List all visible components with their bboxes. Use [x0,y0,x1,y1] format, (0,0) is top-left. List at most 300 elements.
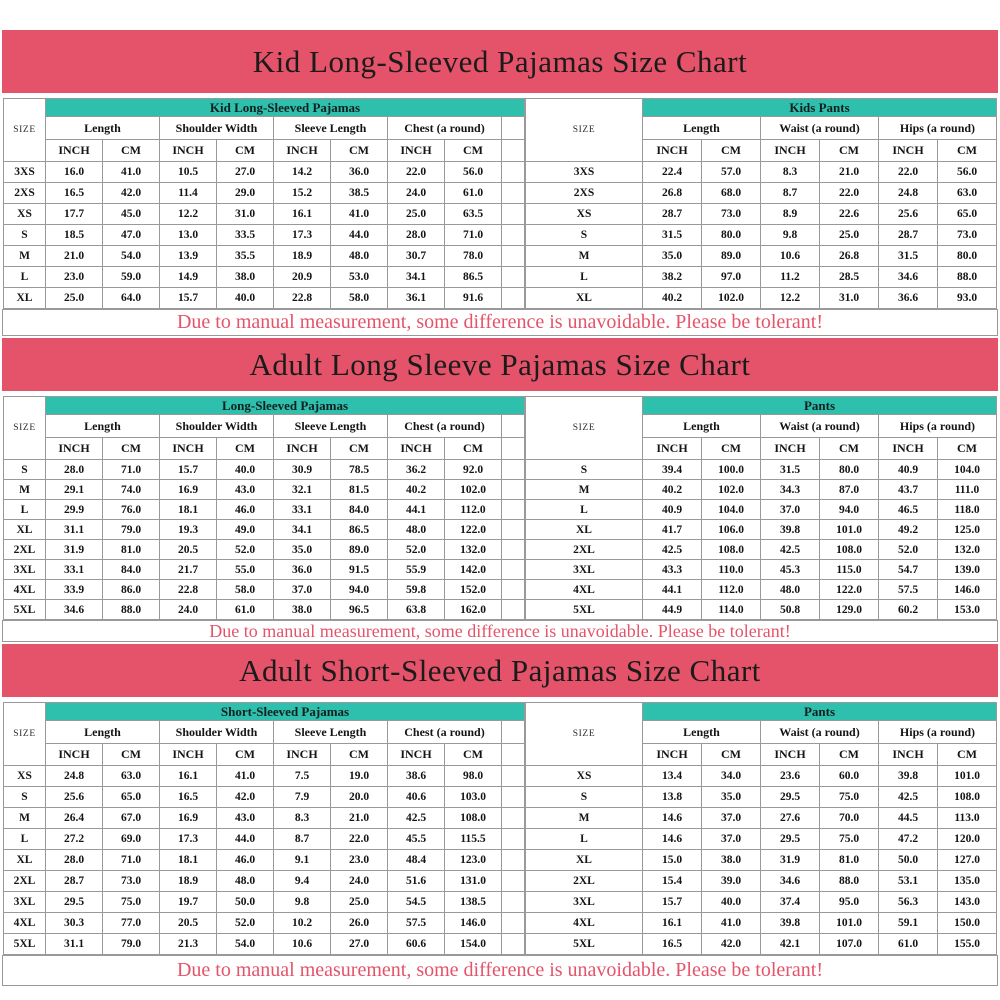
adult-long-sleeve-section [0,338,1000,642]
table-row [526,500,997,520]
measure-header-row [4,721,525,744]
value-cell: 33.1 [46,560,103,580]
value-cell: 20.5 [160,540,217,560]
value-cell: 31.1 [46,520,103,540]
value-cell: 19.3 [160,520,217,540]
value-cell: 50.8 [761,600,820,620]
spacer-cell [502,787,525,808]
value-cell: 122.0 [820,580,879,600]
measure-header: Length [46,415,160,438]
value-cell: 44.0 [331,225,388,246]
value-cell: 59.0 [103,267,160,288]
value-cell: 16.0 [46,162,103,183]
value-cell: 54.5 [388,892,445,913]
measure-header: Sleeve Length [274,721,388,744]
spacer-cell [502,871,525,892]
value-cell: 44.5 [879,808,938,829]
table-row [4,580,525,600]
value-cell: 61.0 [879,934,938,955]
value-cell: 21.7 [160,560,217,580]
inch-unit-header: INCH [879,140,938,162]
value-cell: 122.0 [445,520,502,540]
cm-unit-header: CM [702,438,761,460]
value-cell: 61.0 [217,600,274,620]
table-row [526,162,997,183]
inch-unit-header: INCH [879,438,938,460]
value-cell: 162.0 [445,600,502,620]
top-margin [0,0,1000,30]
value-cell: 38.0 [702,850,761,871]
value-cell: 15.2 [274,183,331,204]
spacer-cell [502,850,525,871]
value-cell: 81.0 [820,850,879,871]
value-cell: 81.0 [103,540,160,560]
size-cell: 2XS [4,183,46,204]
spacer-cell [502,204,525,225]
table-group-header: Kid Long-Sleeved Pajamas [46,99,525,117]
value-cell: 58.0 [217,580,274,600]
value-cell: 112.0 [445,500,502,520]
value-cell: 41.0 [217,766,274,787]
value-cell: 41.0 [103,162,160,183]
size-cell: S [526,225,643,246]
table-group-header: Pants [643,397,997,415]
spacer-cell [502,934,525,955]
value-cell: 25.0 [820,225,879,246]
inch-unit-header: INCH [388,140,445,162]
value-cell: 91.5 [331,560,388,580]
size-cell: 5XL [526,600,643,620]
value-cell: 57.0 [702,162,761,183]
value-cell: 48.0 [217,871,274,892]
value-cell: 41.7 [643,520,702,540]
value-cell: 24.8 [46,766,103,787]
table-row [526,787,997,808]
value-cell: 33.9 [46,580,103,600]
size-cell: L [4,267,46,288]
size-column-header: SIZE [526,703,643,766]
size-cell: 5XL [526,934,643,955]
group-header-row [4,703,525,721]
tables-row [3,702,1000,955]
value-cell: 107.0 [820,934,879,955]
value-cell: 48.0 [761,580,820,600]
pants-size-table [525,702,997,955]
value-cell: 39.8 [761,520,820,540]
value-cell: 71.0 [445,225,502,246]
value-cell: 110.0 [702,560,761,580]
spacer-cell [502,225,525,246]
size-cell: 4XL [4,580,46,600]
measure-header: Shoulder Width [160,415,274,438]
value-cell: 42.5 [643,540,702,560]
unit-header-row [4,438,525,460]
value-cell: 22.0 [331,829,388,850]
value-cell: 24.0 [160,600,217,620]
measure-header-row [4,415,525,438]
value-cell: 31.5 [761,460,820,480]
size-cell: 2XL [4,871,46,892]
spacer-cell [502,438,525,460]
value-cell: 25.6 [46,787,103,808]
spacer-cell [502,183,525,204]
size-cell: M [4,480,46,500]
value-cell: 44.1 [388,500,445,520]
value-cell: 63.8 [388,600,445,620]
table-row [526,850,997,871]
inch-unit-header: INCH [160,438,217,460]
value-cell: 9.4 [274,871,331,892]
table-row [526,225,997,246]
value-cell: 34.1 [388,267,445,288]
inch-unit-header: INCH [274,744,331,766]
cm-unit-header: CM [820,744,879,766]
inch-unit-header: INCH [160,140,217,162]
inch-unit-header: INCH [643,438,702,460]
value-cell: 16.1 [643,913,702,934]
spacer-cell [502,246,525,267]
value-cell: 8.9 [761,204,820,225]
value-cell: 10.5 [160,162,217,183]
value-cell: 30.3 [46,913,103,934]
measure-header: Sleeve Length [274,117,388,140]
table-row [4,183,525,204]
value-cell: 40.2 [388,480,445,500]
value-cell: 16.9 [160,808,217,829]
value-cell: 9.1 [274,850,331,871]
size-cell: M [526,480,643,500]
value-cell: 31.1 [46,934,103,955]
value-cell: 54.0 [103,246,160,267]
table-row [4,808,525,829]
value-cell: 29.5 [46,892,103,913]
value-cell: 153.0 [938,600,997,620]
spacer-cell [502,913,525,934]
value-cell: 88.0 [103,600,160,620]
table-row [526,460,997,480]
value-cell: 22.6 [820,204,879,225]
value-cell: 94.0 [820,500,879,520]
table-row [526,913,997,934]
spacer-cell [502,808,525,829]
value-cell: 60.0 [820,766,879,787]
cm-unit-header: CM [445,140,502,162]
size-cell: 3XS [526,162,643,183]
spacer-cell [502,744,525,766]
inch-unit-header: INCH [160,744,217,766]
group-header-row [526,703,997,721]
table-row [4,288,525,309]
value-cell: 39.4 [643,460,702,480]
value-cell: 15.7 [160,288,217,309]
value-cell: 23.0 [331,850,388,871]
value-cell: 20.9 [274,267,331,288]
value-cell: 31.9 [761,850,820,871]
value-cell: 101.0 [820,520,879,540]
measure-header: Length [46,721,160,744]
value-cell: 143.0 [938,892,997,913]
size-cell: XS [4,204,46,225]
value-cell: 34.6 [761,871,820,892]
value-cell: 58.0 [331,288,388,309]
value-cell: 120.0 [938,829,997,850]
inch-unit-header: INCH [761,438,820,460]
size-cell: S [4,225,46,246]
value-cell: 86.0 [103,580,160,600]
inch-unit-header: INCH [643,140,702,162]
measure-header: Waist (a round) [761,721,879,744]
value-cell: 29.5 [761,829,820,850]
value-cell: 87.0 [820,480,879,500]
value-cell: 80.0 [820,460,879,480]
value-cell: 15.0 [643,850,702,871]
value-cell: 31.0 [820,288,879,309]
table-group-header: Pants [643,703,997,721]
value-cell: 26.4 [46,808,103,829]
value-cell: 146.0 [445,913,502,934]
section-title: Adult Short-Sleeved Pajamas Size Chart [239,652,761,688]
value-cell: 112.0 [702,580,761,600]
value-cell: 55.9 [388,560,445,580]
value-cell: 13.0 [160,225,217,246]
group-header-row [4,397,525,415]
value-cell: 42.5 [879,787,938,808]
measure-header: Shoulder Width [160,117,274,140]
value-cell: 108.0 [938,787,997,808]
value-cell: 7.5 [274,766,331,787]
value-cell: 35.0 [274,540,331,560]
value-cell: 86.5 [445,267,502,288]
spacer-cell [502,721,525,744]
table-row [4,829,525,850]
value-cell: 31.5 [643,225,702,246]
value-cell: 38.6 [388,766,445,787]
table-row [4,246,525,267]
value-cell: 42.0 [103,183,160,204]
value-cell: 26.8 [643,183,702,204]
value-cell: 150.0 [938,913,997,934]
size-cell: 5XL [4,600,46,620]
value-cell: 8.3 [761,162,820,183]
table-row [4,600,525,620]
size-column-header: SIZE [4,99,46,162]
value-cell: 52.0 [388,540,445,560]
value-cell: 22.8 [274,288,331,309]
value-cell: 73.0 [938,225,997,246]
value-cell: 108.0 [445,808,502,829]
value-cell: 100.0 [702,460,761,480]
size-cell: XS [526,766,643,787]
value-cell: 30.7 [388,246,445,267]
value-cell: 81.5 [331,480,388,500]
value-cell: 47.2 [879,829,938,850]
measurement-disclaimer: Due to manual measurement, some difference is unavoidable. Please be tolerant! [2,620,998,642]
spacer-cell [502,766,525,787]
value-cell: 16.5 [643,934,702,955]
value-cell: 15.7 [160,460,217,480]
value-cell: 108.0 [702,540,761,560]
size-cell: 3XS [4,162,46,183]
value-cell: 115.0 [820,560,879,580]
value-cell: 61.0 [445,183,502,204]
value-cell: 138.5 [445,892,502,913]
section-title-banner [2,30,998,93]
adult-short-sleeve-section [0,644,1000,986]
size-cell: XL [4,288,46,309]
value-cell: 52.0 [217,540,274,560]
value-cell: 35.0 [643,246,702,267]
value-cell: 102.0 [702,288,761,309]
table-row [526,540,997,560]
measure-header: Length [643,721,761,744]
measure-header: Length [46,117,160,140]
value-cell: 21.3 [160,934,217,955]
value-cell: 132.0 [938,540,997,560]
value-cell: 22.0 [879,162,938,183]
size-column-header: SIZE [526,397,643,460]
value-cell: 64.0 [103,288,160,309]
value-cell: 15.7 [643,892,702,913]
value-cell: 65.0 [103,787,160,808]
inch-unit-header: INCH [46,140,103,162]
value-cell: 8.7 [761,183,820,204]
size-cell: M [526,246,643,267]
value-cell: 38.0 [274,600,331,620]
value-cell: 75.0 [820,829,879,850]
value-cell: 92.0 [445,460,502,480]
value-cell: 18.9 [160,871,217,892]
value-cell: 98.0 [445,766,502,787]
value-cell: 28.7 [46,871,103,892]
value-cell: 34.0 [702,766,761,787]
inch-unit-header: INCH [643,744,702,766]
value-cell: 89.0 [702,246,761,267]
cm-unit-header: CM [103,438,160,460]
value-cell: 52.0 [217,913,274,934]
value-cell: 37.0 [702,829,761,850]
value-cell: 42.0 [217,787,274,808]
value-cell: 27.6 [761,808,820,829]
value-cell: 59.8 [388,580,445,600]
value-cell: 13.4 [643,766,702,787]
value-cell: 40.2 [643,480,702,500]
value-cell: 29.0 [217,183,274,204]
value-cell: 9.8 [761,225,820,246]
value-cell: 22.8 [160,580,217,600]
value-cell: 50.0 [879,850,938,871]
value-cell: 44.0 [217,829,274,850]
value-cell: 97.0 [702,267,761,288]
value-cell: 9.8 [274,892,331,913]
value-cell: 48.0 [388,520,445,540]
value-cell: 23.0 [46,267,103,288]
inch-unit-header: INCH [879,744,938,766]
value-cell: 131.0 [445,871,502,892]
value-cell: 33.5 [217,225,274,246]
cm-unit-header: CM [938,438,997,460]
section-title: Kid Long-Sleeved Pajamas Size Chart [252,43,748,79]
size-cell: S [4,787,46,808]
value-cell: 132.0 [445,540,502,560]
table-group-header: Kids Pants [643,99,997,117]
value-cell: 89.0 [331,540,388,560]
measure-header-row [4,117,525,140]
value-cell: 21.0 [820,162,879,183]
value-cell: 10.6 [274,934,331,955]
value-cell: 59.1 [879,913,938,934]
value-cell: 25.0 [388,204,445,225]
value-cell: 94.0 [331,580,388,600]
value-cell: 36.0 [331,162,388,183]
value-cell: 44.1 [643,580,702,600]
value-cell: 48.4 [388,850,445,871]
value-cell: 28.0 [388,225,445,246]
size-column-header: SIZE [526,99,643,162]
kid-long-sleeve-section [0,30,1000,336]
size-cell: S [4,460,46,480]
table-row [526,246,997,267]
table-row [526,288,997,309]
value-cell: 40.2 [643,288,702,309]
value-cell: 37.4 [761,892,820,913]
inch-unit-header: INCH [46,438,103,460]
value-cell: 27.0 [217,162,274,183]
value-cell: 21.0 [46,246,103,267]
table-row [526,934,997,955]
value-cell: 35.0 [702,787,761,808]
value-cell: 34.6 [46,600,103,620]
value-cell: 118.0 [938,500,997,520]
value-cell: 28.5 [820,267,879,288]
value-cell: 47.0 [103,225,160,246]
cm-unit-header: CM [702,140,761,162]
cm-unit-header: CM [331,744,388,766]
spacer-cell [502,892,525,913]
measure-header: Hips (a round) [879,117,997,140]
value-cell: 84.0 [103,560,160,580]
value-cell: 45.0 [103,204,160,225]
size-cell: L [4,500,46,520]
value-cell: 45.3 [761,560,820,580]
value-cell: 86.5 [331,520,388,540]
group-header-row [526,99,997,117]
value-cell: 139.0 [938,560,997,580]
size-cell: 3XL [526,892,643,913]
value-cell: 40.9 [879,460,938,480]
size-cell: 3XL [526,560,643,580]
value-cell: 40.0 [702,892,761,913]
size-cell: L [526,829,643,850]
value-cell: 8.3 [274,808,331,829]
value-cell: 56.0 [445,162,502,183]
cm-unit-header: CM [702,744,761,766]
pajamas-size-table [3,702,525,955]
spacer-cell [502,829,525,850]
value-cell: 19.7 [160,892,217,913]
table-row [4,892,525,913]
unit-header-row [4,140,525,162]
value-cell: 8.7 [274,829,331,850]
value-cell: 69.0 [103,829,160,850]
value-cell: 34.3 [761,480,820,500]
table-row [4,225,525,246]
value-cell: 79.0 [103,520,160,540]
value-cell: 24.0 [388,183,445,204]
value-cell: 51.6 [388,871,445,892]
value-cell: 49.0 [217,520,274,540]
value-cell: 13.9 [160,246,217,267]
value-cell: 129.0 [820,600,879,620]
